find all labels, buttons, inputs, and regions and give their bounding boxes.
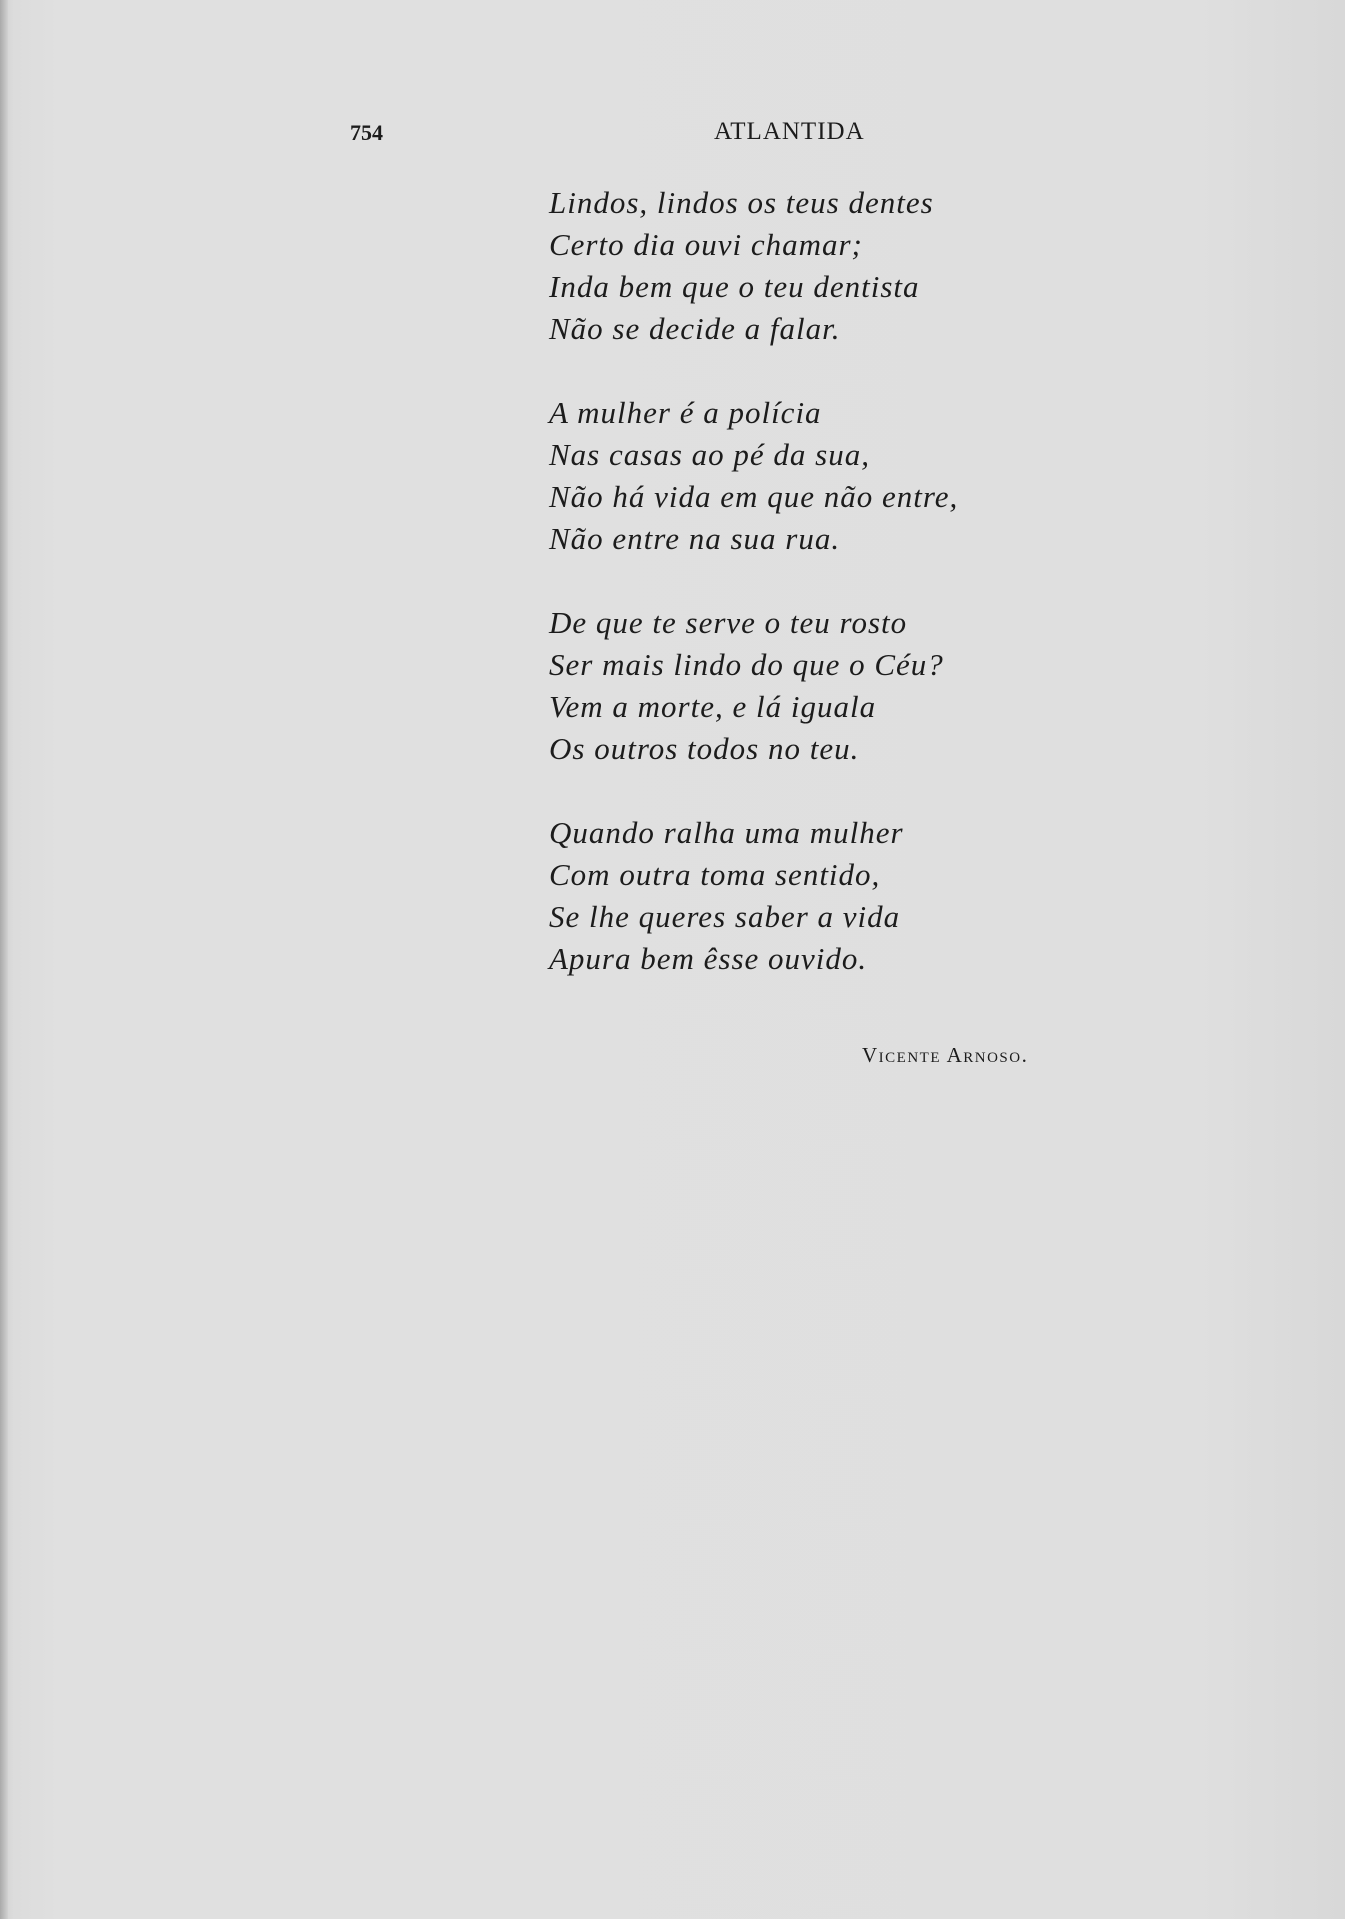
poem-line: Certo dia ouvi chamar; (549, 227, 863, 262)
poem-line: De que te serve o teu rosto (549, 605, 908, 640)
poem-line: Não se decide a falar. (549, 311, 841, 346)
poem-line: Quando ralha uma mulher (549, 815, 904, 850)
poem (549, 182, 958, 1022)
poem-line: Nas casas ao pé da sua, (549, 437, 870, 472)
author-signature: Vicente Arnoso. (862, 1043, 1029, 1067)
poem-line: Se lhe queres saber a vida (549, 899, 901, 934)
poem-line: A mulher é a polícia (549, 395, 822, 430)
poem-line: Ser mais lindo do que o Céu? (549, 647, 944, 682)
poem-line: Vem a morte, e lá iguala (549, 689, 877, 724)
page-number: 754 (350, 120, 383, 145)
poem-line: Com outra toma sentido, (549, 857, 881, 892)
stanza-1 (549, 182, 958, 350)
poem-line: Lindos, lindos os teus dentes (549, 185, 934, 220)
stanza-3 (549, 602, 958, 770)
running-title: ATLANTIDA (714, 118, 865, 145)
poem-line: Inda bem que o teu dentista (549, 269, 920, 304)
poem-line: Não há vida em que não entre, (549, 479, 959, 514)
poem-line: Apura bem êsse ouvido. (549, 941, 868, 976)
page-header (350, 118, 870, 154)
poem-line: Não entre na sua rua. (549, 521, 841, 556)
stanza-4 (549, 812, 958, 980)
page-binding-edge (0, 0, 8, 1919)
poem-line: Os outros todos no teu. (549, 731, 860, 766)
stanza-2 (549, 392, 958, 560)
